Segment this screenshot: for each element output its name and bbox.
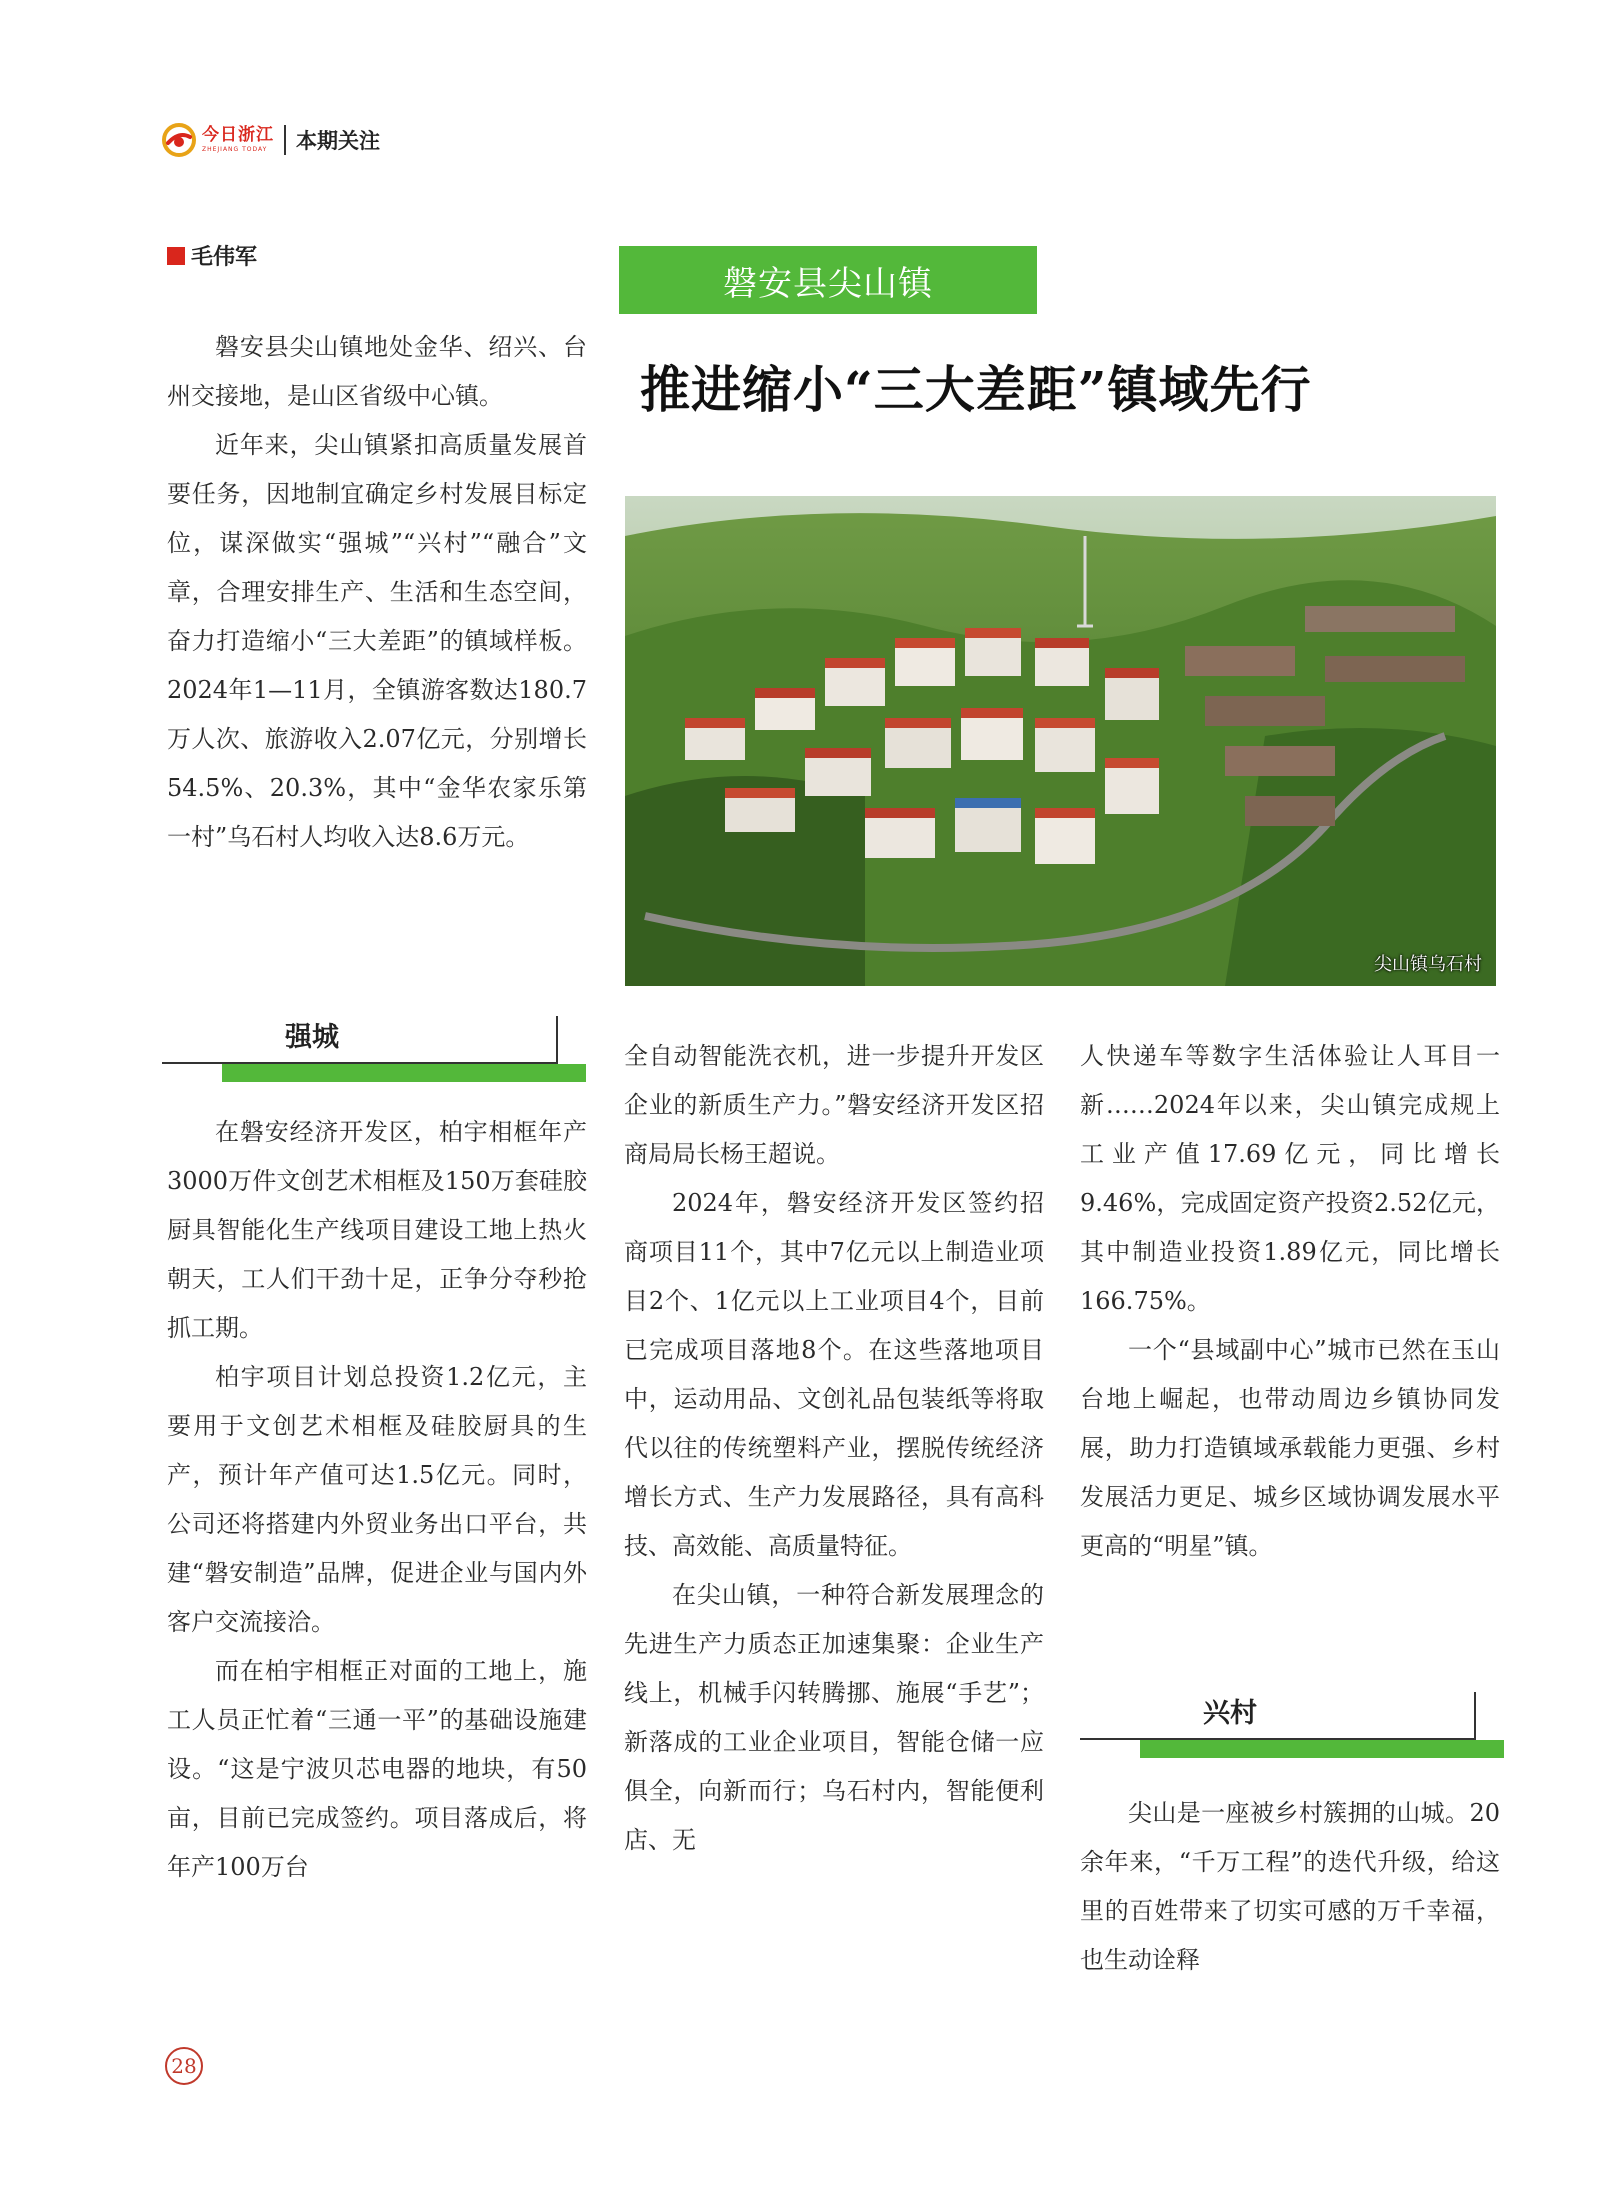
photo-caption: 尖山镇乌石村 [1374,954,1482,975]
subhead-xingcun [1080,1692,1504,1772]
logo-chinese: 今日浙江 [202,125,274,145]
aerial-village-photo [625,496,1496,986]
col1-paragraph-2: 柏宇项目计划总投资1.2亿元，主要用于文创艺术相框及硅胶厨具的生产，预计年产值可达1.5亿元。同时，公司还将搭建内外贸业务出口平台，共建“磐安制造”品牌，促进企业与国内外客户交流接洽。 [167,1363,587,1636]
subhead-qiangcheng [162,1016,586,1096]
logo-english: ZHEJIANG TODAY [202,146,268,153]
col1-paragraph-3: 而在柏宇相框正对面的工地上，施工人员正忙着“三通一平”的基础设施建设。“这是宁波贝芯电器的地块，有50亩，目前已完成签约。项目落成后，将年产100万台 [167,1657,587,1881]
town-banner: 磐安县尖山镇 [619,246,1037,314]
subhead-green-bar [1140,1740,1504,1758]
intro-paragraph-1: 磐安县尖山镇地处金华、绍兴、台州交接地，是山区省级中心镇。 [167,333,587,410]
subhead-tick [556,1016,558,1064]
column-3-bottom [1080,1789,1500,1985]
col3-paragraph-1: 一个“县域副中心”城市已然在玉山台地上崛起，也带动周边乡镇协同发展，助力打造镇域承载能力更强、乡村发展活力更足、城乡区域协调发展水平更高的“明星”镇。 [1080,1336,1500,1560]
subhead-title: 兴村 [1203,1698,1257,1729]
author-name: 毛伟军 [191,245,258,270]
col2-continued-paragraph: 全自动智能洗衣机，进一步提升开发区企业的新质生产力。”磐安经济开发区招商局局长杨王超说。 [624,1042,1044,1168]
page-number: 28 [165,2047,203,2085]
col3-bottom-paragraph-1: 尖山是一座被乡村簇拥的山城。20余年来，“千万工程”的迭代升级，给这里的百姓带来了切实可感的万千幸福，也生动诠释 [1080,1799,1500,1974]
subhead-green-bar [222,1064,586,1082]
author-byline [167,240,257,271]
col1-paragraph-1: 在磐安经济开发区，柏宇相框年产3000万件文创艺术相框及150万套硅胶厨具智能化生产线项目建设工地上热火朝天，工人们干劲十足，正争分夺秒抢抓工期。 [167,1118,587,1342]
col3-continued-paragraph: 人快递车等数字生活体验让人耳目一新……2024年以来，尖山镇完成规上工业产值17.69亿元，同比增长9.46%，完成固定资产投资2.52亿元，其中制造业投资1.89亿元，同比增长166.75%。 [1080,1042,1500,1315]
section-label: 本期关注 [296,129,380,153]
article-headline: 推进缩小“三大差距”镇域先行 [640,360,1312,419]
logo-icon [162,123,196,157]
village-photo-illustration [625,496,1496,986]
red-square-icon [167,247,185,265]
column-1 [167,1108,587,1892]
page-header [162,120,380,160]
column-3 [1080,1032,1500,1571]
subhead-tick [1474,1692,1476,1740]
header-divider [284,125,286,155]
intro-column [167,323,587,862]
intro-paragraph-2: 近年来，尖山镇紧扣高质量发展首要任务，因地制宜确定乡村发展目标定位，谋深做实“强城”“兴村”“融合”文章，合理安排生产、生活和生态空间，奋力打造缩小“三大差距”的镇域样板。2024年1—11月，全镇游客数达180.7万人次、旅游收入2.07亿元，分别增长54.5%、20.3%，其中“金华农家乐第一村”乌石村人均收入达8.6万元。 [167,431,587,851]
col2-paragraph-1: 2024年，磐安经济开发区签约招商项目11个，其中7亿元以上制造业项目2个、1亿元以上工业项目4个，目前已完成项目落地8个。在这些落地项目中，运动用品、文创礼品包装纸等将取代以往的传统塑料产业，摆脱传统经济增长方式、生产力发展路径，具有高科技、高效能、高质量特征。 [624,1189,1044,1560]
subhead-title: 强城 [285,1022,339,1053]
logo-text [202,127,274,153]
column-2 [624,1032,1044,1865]
col2-paragraph-2: 在尖山镇，一种符合新发展理念的先进生产力质态正加速集聚：企业生产线上，机械手闪转腾挪、施展“手艺”；新落成的工业企业项目，智能仓储一应俱全，向新而行；乌石村内，智能便利店、无 [624,1581,1044,1854]
